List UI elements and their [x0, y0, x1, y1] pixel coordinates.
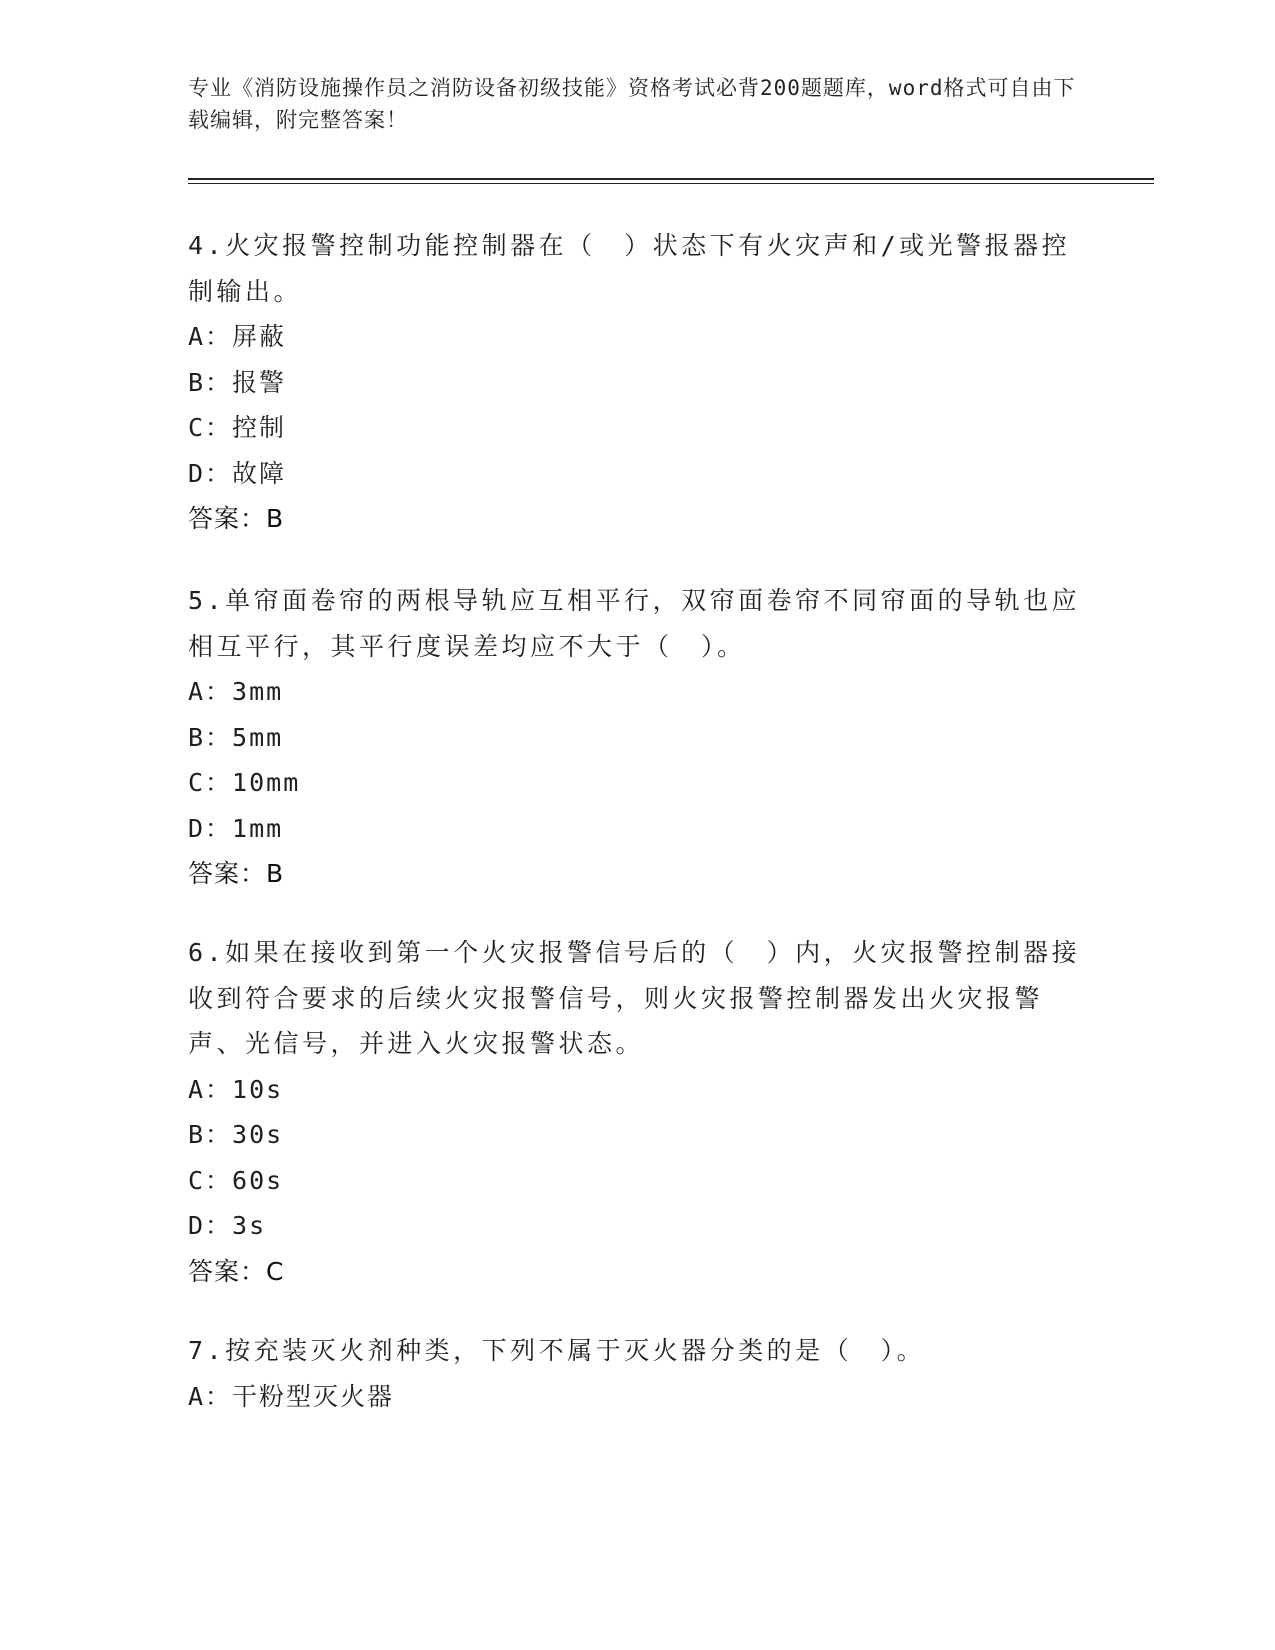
header-divider-thin — [188, 183, 1154, 184]
question-text: 4.火灾报警控制功能控制器在（ ）状态下有火灾声和/或光警报器控制输出。 — [188, 231, 1071, 306]
option-d: D：3s — [188, 1211, 267, 1240]
question-7 — [188, 1328, 1088, 1419]
option-b: B：报警 — [188, 367, 287, 397]
document-header: 专业《消防设施操作员之消防设备初级技能》资格考试必背200题题库，word格式可自由下载编辑，附完整答案！ — [188, 76, 1076, 132]
question-4 — [188, 223, 1088, 542]
option-a: A：10s — [188, 1074, 284, 1104]
question-text: 6.如果在接收到第一个火灾报警信号后的（ ）内，火灾报警控制器接收到符合要求的后续火灾报警信号，则火灾报警控制器发出火灾报警声、光信号，并进入火灾报警状态。 — [188, 938, 1081, 1058]
option-c: C：60s — [188, 1165, 284, 1195]
option-d: D：故障 — [188, 458, 287, 488]
answer-label: 答案：C — [188, 1256, 285, 1286]
option-a: A：屏蔽 — [188, 322, 287, 351]
question-6 — [188, 930, 1088, 1294]
question-5 — [188, 578, 1088, 897]
option-d: D：1mm — [188, 813, 284, 843]
answer-label: 答案：B — [188, 859, 285, 888]
header-divider-thick — [188, 178, 1154, 180]
option-c: C：控制 — [188, 413, 287, 442]
question-text: 7.按充装灭火剂种类，下列不属于灭火器分类的是（ ）。 — [188, 1336, 926, 1365]
option-b: B：5mm — [188, 722, 284, 752]
answer-label: 答案：B — [188, 504, 285, 533]
option-c: C：10mm — [188, 768, 301, 797]
question-text: 5.单帘面卷帘的两根导轨应互相平行，双帘面卷帘不同帘面的导轨也应相互平行，其平行度误差均应不大于（ ）。 — [188, 586, 1081, 661]
option-b: B：30s — [188, 1120, 284, 1149]
option-a: A：干粉型灭火器 — [188, 1381, 395, 1411]
option-a: A：3mm — [188, 677, 284, 706]
